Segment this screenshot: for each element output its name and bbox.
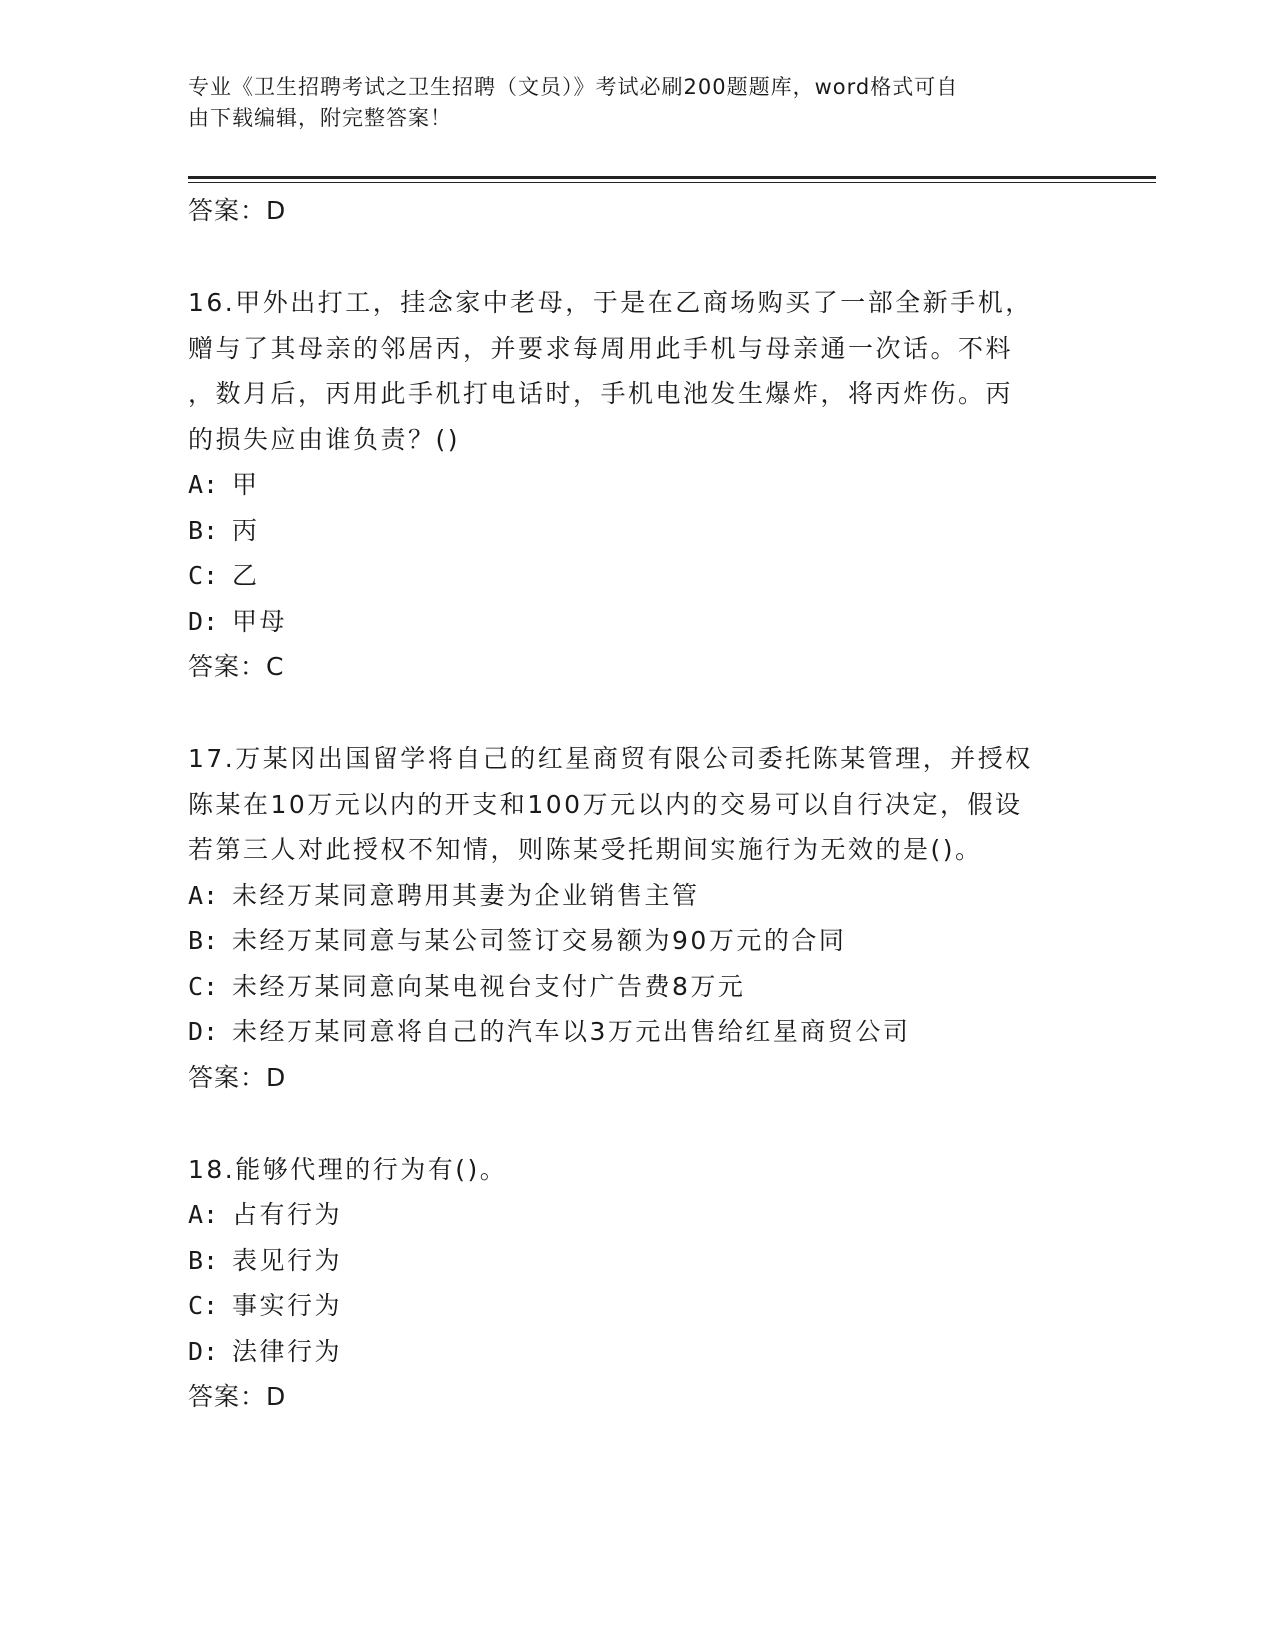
- question-stem-line: 17.万某冈出国留学将自己的红星商贸有限公司委托陈某管理，并授权: [188, 744, 1033, 773]
- option-text: 事实行为: [232, 1291, 343, 1320]
- option-text: 未经万某同意与某公司签订交易额为90万元的合同: [232, 926, 847, 955]
- option-key: B:: [188, 1245, 219, 1275]
- option-key: A:: [188, 880, 219, 910]
- answer-line: 答案：D: [188, 196, 287, 225]
- option-key: A:: [188, 470, 219, 499]
- option-text: 占有行为: [232, 1200, 343, 1229]
- option-key: C:: [188, 971, 219, 1001]
- option-key: B:: [188, 926, 219, 955]
- question-stem-line: 16.甲外出打工，挂念家中老母，于是在乙商场购买了一部全新手机，: [188, 288, 1033, 317]
- option-text: 法律行为: [232, 1336, 343, 1366]
- option-key: B:: [188, 515, 219, 545]
- option-text: 甲: [232, 470, 260, 499]
- question-block: [188, 280, 1088, 690]
- question-list: [188, 188, 1088, 1420]
- question-block: [188, 736, 1088, 1101]
- question-stem-line: 若第三人对此授权不知情，则陈某受托期间实施行为无效的是()。: [188, 835, 983, 864]
- option-a: [188, 873, 1088, 919]
- question-stem-line: 赠与了其母亲的邻居丙，并要求每周用此手机与母亲通一次话。不料: [188, 333, 1014, 363]
- option-c: [188, 964, 1088, 1010]
- option-text: 乙: [232, 561, 260, 590]
- question-block: [188, 1147, 1088, 1421]
- header-divider-thin: [188, 182, 1156, 183]
- option-c: [188, 1283, 1088, 1329]
- option-d: [188, 1009, 1088, 1055]
- question-stem-line: 的损失应由谁负责？(): [188, 424, 461, 454]
- option-key: D:: [188, 1017, 219, 1046]
- option-b: [188, 1238, 1088, 1284]
- document-header: [188, 72, 1088, 134]
- question-stem: [188, 280, 1088, 462]
- answer-line: 答案：C: [188, 652, 285, 681]
- question-stem-line: 陈某在10万元以内的开支和100万元以内的交易可以自行决定，假设: [188, 789, 1023, 819]
- option-a: [188, 462, 1088, 508]
- option-text: 未经万某同意将自己的汽车以3万元出售给红星商贸公司: [232, 1017, 911, 1046]
- header-line: 由下载编辑，附完整答案！: [188, 106, 452, 130]
- option-b: [188, 918, 1088, 964]
- question-stem: [188, 736, 1088, 873]
- option-text: 丙: [232, 515, 260, 545]
- option-text: 表见行为: [232, 1245, 343, 1275]
- question-stem-line: ，数月后，丙用此手机打电话时，手机电池发生爆炸，将丙炸伤。丙: [188, 379, 1014, 408]
- option-key: A:: [188, 1200, 219, 1229]
- option-d: [188, 1329, 1088, 1375]
- option-d: [188, 599, 1088, 645]
- answer-line: 答案：D: [188, 1062, 287, 1092]
- option-key: C:: [188, 1291, 219, 1320]
- question-stem: [188, 1147, 1088, 1193]
- option-key: D:: [188, 1336, 219, 1366]
- option-text: 未经万某同意向某电视台支付广告费8万元: [232, 971, 746, 1001]
- option-c: [188, 553, 1088, 599]
- option-key: C:: [188, 561, 219, 590]
- option-text: 未经万某同意聘用其妻为企业销售主管: [232, 880, 700, 910]
- answer-line: 答案：D: [188, 1382, 287, 1411]
- header-divider-thick: [188, 176, 1156, 179]
- option-a: [188, 1192, 1088, 1238]
- option-key: D:: [188, 606, 219, 636]
- option-text: 甲母: [232, 606, 288, 636]
- option-b: [188, 508, 1088, 554]
- question-stem-line: 18.能够代理的行为有()。: [188, 1154, 508, 1184]
- header-line: 专业《卫生招聘考试之卫生招聘（文员）》考试必刷200题题库，word格式可自: [188, 75, 959, 99]
